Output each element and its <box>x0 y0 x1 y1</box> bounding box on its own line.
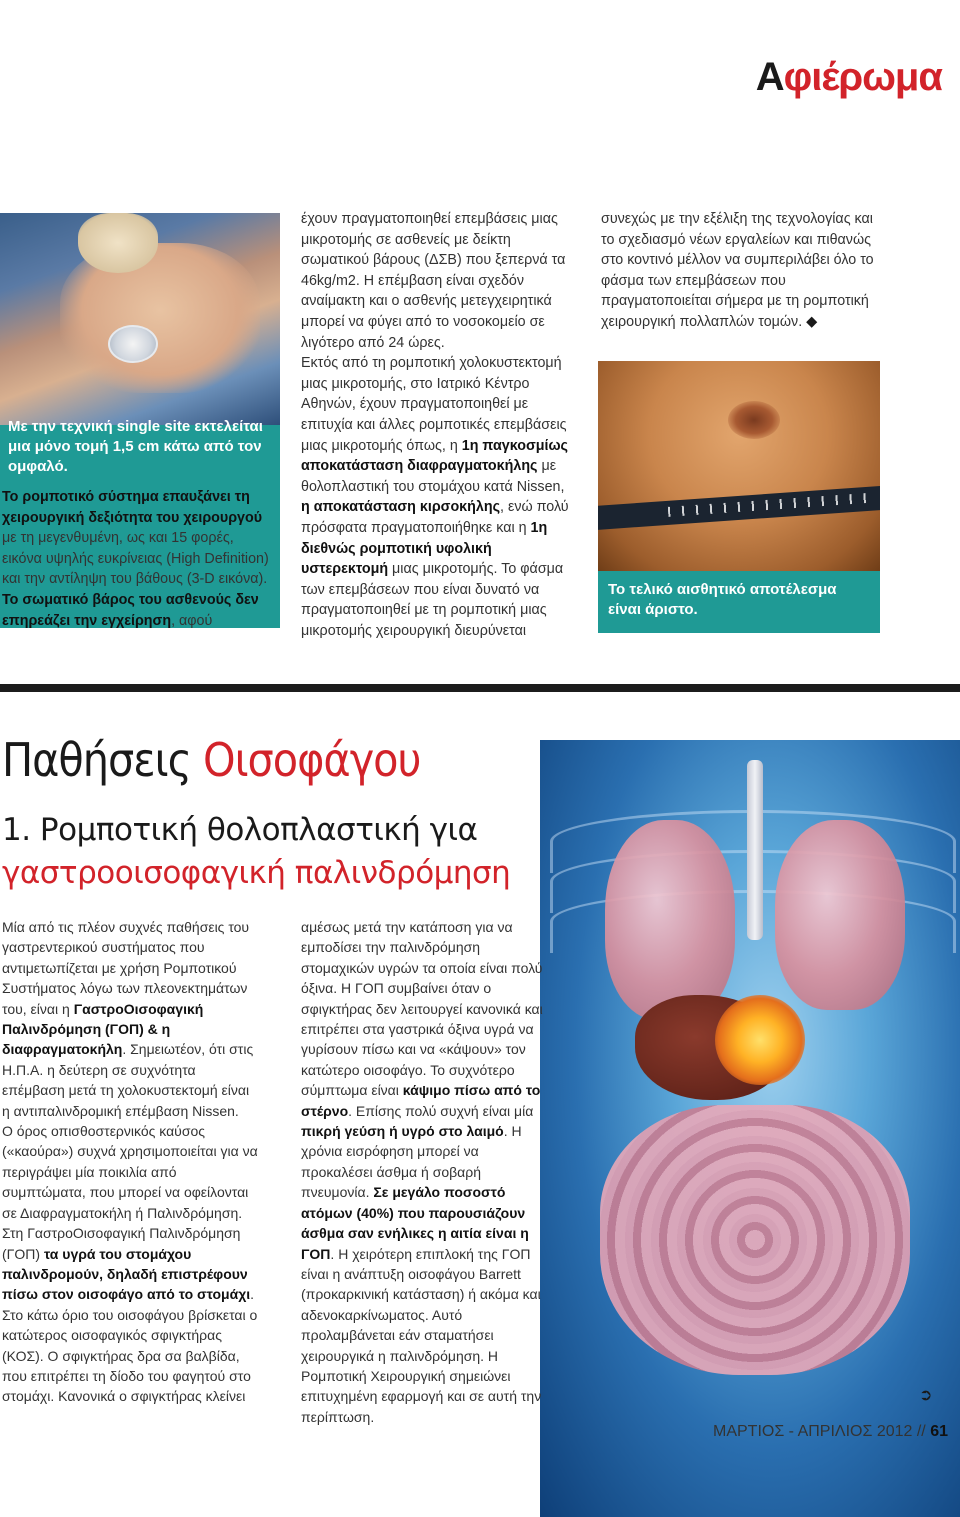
footer-date: ΜΑΡΤΙΟΣ - ΑΠΡΙΛΙΟΣ 2012 // <box>713 1423 926 1440</box>
single-site-port <box>108 325 158 363</box>
col2-text-c: με θολοπλαστική του στομάχου κατά Nissen, <box>301 458 565 495</box>
section-tag-initial: Α <box>755 55 784 99</box>
title-black: Παθήσεις <box>2 733 203 787</box>
col2-para-1: έχουν πραγματοποιηθεί επεμβάσεις μιας μικροτομής σε ασθενείς με δείκτη σωματικού βάρους (ΔΣΒ) που ξεπερνά τα 46kg/m2. Η επέμβαση είναι σχεδόν αναίμακτη και ο ασθενής μετεγχειρητικά μπορεί να φύγει από το νοσοκομείο σε λιγότερο από 24 ώρες. <box>301 211 566 351</box>
abdomen-skin <box>60 243 260 393</box>
end-mark: ◆ <box>806 313 818 330</box>
column-4 <box>2 917 258 1407</box>
column-1 <box>2 487 274 631</box>
col2-text-a: Εκτός από τη ρομποτική χολοκυστεκτομή μιας μικροτομής, στο Ιατρικό Κέντρο Αθηνών, έχουν πραγματοποιηθεί με επιτυχία και άλλες ρομποτικές επεμβάσεις μιας μικροτομής όπως, η <box>301 355 567 454</box>
col2-bold-2: η αποκατάσταση κιρσοκήλης <box>301 499 500 516</box>
photo2-caption: Το τελικό αισθητικό αποτέλεσμα είναι άριστο. <box>608 581 837 618</box>
col4-bold-2: τα υγρά του στομάχου παλινδρομούν, δηλαδή επιστρέφουν πίσω στον οισοφάγο από το στομάχι <box>2 1245 251 1303</box>
title-red: Οισοφάγου <box>203 733 421 787</box>
col5-text-d: . Η χρόνια εισρόφηση μπορεί να προκαλέσει άσθμα ή σοβαρή πνευμονία. <box>301 1123 522 1201</box>
article-subtitle-1: 1. Ρομποτική θολοπλαστική για <box>2 812 478 848</box>
col4-text-a: Μία από τις πλέον συχνές παθήσεις του γαστρεντερικού συστήματος που αντιμετωπίζεται με χρήση Ρομποτικού Συστήματος λόγω των πλεονεκτημάτων του, είναι η <box>2 919 250 1017</box>
page-footer <box>713 1423 948 1441</box>
navel <box>728 401 780 439</box>
col1-text-2: , αφού <box>171 612 213 629</box>
continue-arrow-icon: ➲ <box>919 1387 933 1404</box>
anatomy-illustration <box>540 740 960 1517</box>
section-divider <box>0 684 960 692</box>
surgery-photo <box>0 213 280 425</box>
col4-text-p2c: . <box>250 1286 255 1303</box>
col4-para-3: Στο κάτω όριο του οισοφάγου βρίσκεται ο κατώτερος οισοφαγικός σφιγκτήρας (ΚΟΣ). Ο σφιγκτήρας δρα σα βαλβίδα, που επιτρέπει τη δίοδο του φαγητού στο στομάχι. Κανονικά ο σφιγκτήρας κλείνει <box>2 1306 258 1405</box>
col5-text-e: . Η χειρότερη επιπλοκή της ΓΟΠ είναι η ανάπτυξη οισοφάγου Barrett (προκαρκινική κατάσταση) ή ακόμα και αδενοκαρκίνωματος. Αυτό προλαμβάνεται εάν σταματήσει χειρουργικά η παλινδρόμηση. Η Ρομποτική Χειρουργική σημειώνει επιτυχημένη εφαρμογή και σε αυτή την περίπτωση. <box>301 1245 542 1425</box>
result-photo <box>598 361 880 571</box>
article-title <box>2 733 420 787</box>
column-2 <box>301 209 569 641</box>
gloved-hand <box>78 213 158 273</box>
section-tag <box>756 55 942 100</box>
esophagus <box>747 760 763 940</box>
ruler-marks <box>668 493 868 517</box>
col2-text-d: , ενώ πολύ πρόσφατα πραγματοποιήθηκε και η <box>301 499 569 536</box>
right-lung <box>775 820 905 1010</box>
article-subtitle-2: γαστροοισοφαγική παλινδρόμηση <box>2 855 511 891</box>
col5-bold-2: πικρή γεύση ή υγρό στο λαιμό <box>301 1123 504 1140</box>
page-number: 61 <box>930 1423 948 1440</box>
col5-bold-1: κάψιμο πίσω από το στέρνο <box>301 1082 541 1119</box>
stomach-flame <box>715 995 805 1085</box>
col1-bold-2: Το σωματικό βάρος του ασθενούς δεν επηρεάζει την εγχείρηση <box>2 591 259 629</box>
left-lung <box>605 820 735 1020</box>
col3-para-1: συνεχώς με την εξέλιξη της τεχνολογίας και το σχεδιασμό νέων εργαλείων και πιθανώς στο κοντινό μέλλον να συμπεριλάβει όλο το φάσμα των επεμβάσεων που πραγματοποιείται σήμερα με τη ρομποτική χειρουργική πολλαπλών τομών. <box>601 211 874 330</box>
measuring-pen <box>598 486 880 531</box>
section-tag-rest: φιέρωμα <box>783 55 942 99</box>
col1-text-1: με τη μεγενθυμένη, ως και 15 φορές, εικόνα υψηλής ευκρίνειας (High Definition) και την αντίληψη του βάθους (3-D εικόνα). <box>2 530 269 588</box>
column-5 <box>301 917 547 1427</box>
col5-text-c: . Επίσης πολύ συχνή είναι μία <box>348 1102 534 1119</box>
col2-text-e: μιας μικροτομής. Το φάσμα των επεμβάσεων που είναι δυνατό να πραγματοποιηθεί με τη ρομποτική μιας μικροτομής χειρουργική διευρύνεται <box>301 561 564 639</box>
col5-text-a: αμέσως μετά την κατάποση για να εμποδίσει την παλινδρόμηση στομαχικών υγρών τα οποία είναι πολύ όξινα. Η ΓΟΠ συμβαίνει όταν ο σφιγκτήρας δεν λειτουργεί κανονικά και επιτρέπει στα γαστρικά όξινα υγρά να γυρίσουν πίσω και να «κάψουν» τον κατώτερο οισοφάγο. Το συχνότερο σύμπτωμα είναι <box>301 919 543 1099</box>
col2-bold-1: 1η παγκοσμίως αποκατάσταση διαφραγματοκήλης <box>301 437 568 475</box>
column-3 <box>601 209 876 333</box>
col4-bold-1: ΓαστροΟισοφαγική Παλινδρόμηση (ΓΟΠ) & η διαφραγματοκήλη <box>2 1000 204 1058</box>
photo1-caption: Με την τεχνική single site εκτελείται μια μόνο τομή 1,5 cm κάτω από τον ομφαλό. <box>8 418 263 475</box>
col2-bold-3: 1η διεθνώς ρομποτική υφολική υστερεκτομή <box>301 519 548 578</box>
col1-bold-1: Το ρομποτικό σύστημα επαυξάνει τη χειρουργική δεξιότητα του χειρουργού <box>2 489 263 526</box>
col4-text-c: . Σημειωτέον, ότι στις Η.Π.Α. η δεύτερη σε συχνότητα επέμβαση μετά τη χολοκυστεκτομή είναι η αντιπαλινδρομική επέμβαση Nissen. <box>2 1041 254 1119</box>
col4-para-2: Ο όρος οπισθοστερνικός καύσος («καούρα») συχνά χρησιμοποιείται για να περιγράψει μία ποικιλία από συμπτώματα, που μπορεί να οφείλονται σε Διαφραγματοκήλη ή Παλινδρόμηση. Στη ΓαστροΟισοφαγική Παλινδρόμηση (ΓΟΠ) <box>2 1123 258 1262</box>
col5-bold-3: Σε μεγάλο ποσοστό ατόμων (40%) που παρουσιάζουν άσθμα σαν ενήλικες η αιτία είναι η ΓΟΠ <box>301 1184 529 1262</box>
intestines <box>600 1105 910 1375</box>
